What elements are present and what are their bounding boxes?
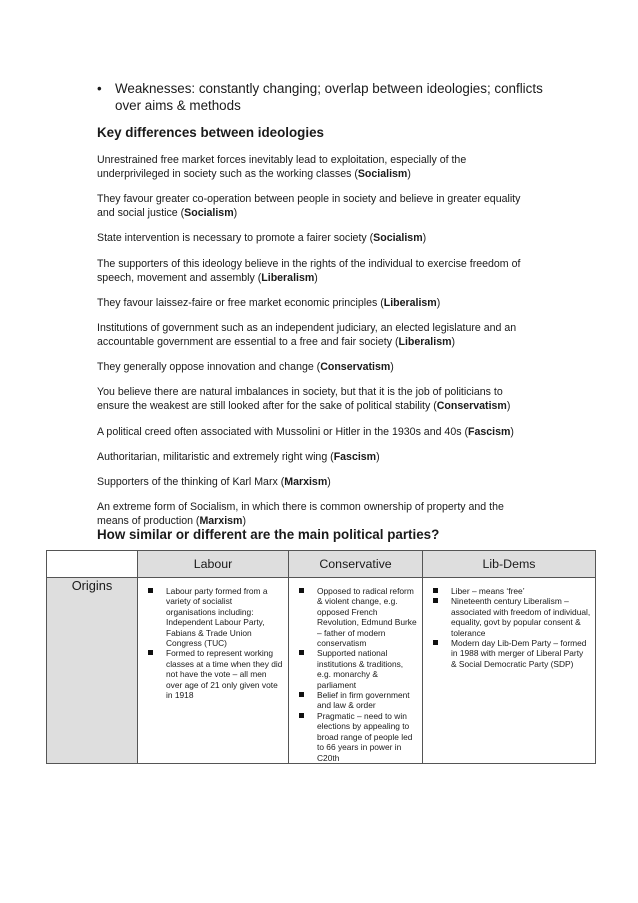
key-differences-heading: Key differences between ideologies xyxy=(97,125,324,140)
list-item: Formed to represent working classes at a time when they did not have the vote – all men over age of 21 only given vote in 1918 xyxy=(144,648,284,700)
square-bullet-icon xyxy=(299,692,304,697)
table-row xyxy=(47,578,596,764)
libdems-origins-cell xyxy=(423,578,596,764)
weaknesses-text: Weaknesses: constantly changing; overlap between ideologies; conflicts over aims & methods xyxy=(115,81,543,113)
table-corner-cell xyxy=(47,551,138,578)
parties-heading: How similar or different are the main political parties? xyxy=(97,527,440,542)
list-item: Belief in firm government and law & order xyxy=(295,690,418,711)
ideology-paragraph: A political creed often associated with Mussolini or Hitler in the 1930s and 40s (Fascism) xyxy=(97,425,514,438)
square-bullet-icon xyxy=(299,713,304,718)
square-bullet-icon xyxy=(299,588,304,593)
square-bullet-icon xyxy=(148,650,153,655)
header-libdems: Lib-Dems xyxy=(423,551,596,578)
square-bullet-icon xyxy=(433,640,438,645)
ideology-paragraph: They favour greater co-operation between people in society and believe in greater equality and social justice (Socialism) xyxy=(97,193,521,220)
ideology-paragraph: They generally oppose innovation and change (Conservatism) xyxy=(97,361,394,374)
ideology-paragraph: They favour laissez-faire or free market economic principles (Liberalism) xyxy=(97,296,441,309)
ideology-paragraph: Supporters of the thinking of Karl Marx (Marxism) xyxy=(97,475,331,488)
labour-origins-cell xyxy=(138,578,289,764)
ideology-paragraph: An extreme form of Socialism, in which there is common ownership of property and the means of production (Marxism) xyxy=(97,501,504,528)
square-bullet-icon xyxy=(148,588,153,593)
conservative-origins-list xyxy=(289,578,422,763)
list-item: Liber – means ‘free’ xyxy=(429,586,591,596)
ideology-paragraph: State intervention is necessary to promote a fairer society (Socialism) xyxy=(97,232,427,245)
header-conservative: Conservative xyxy=(289,551,423,578)
list-item: Pragmatic – need to win elections by appealing to broad range of people led to 66 years in power in C20th xyxy=(295,711,418,763)
ideology-paragraph: The supporters of this ideology believe in the rights of the individual to exercise freedom of speech, movement and assembly (Liberalism) xyxy=(97,257,521,284)
list-item: Supported national institutions & traditions, e.g. monarchy & parliament xyxy=(295,648,418,690)
conservative-origins-cell xyxy=(289,578,423,764)
ideology-paragraphs xyxy=(97,153,527,539)
ideology-paragraph: You believe there are natural imbalances in society, but that it is the job of politicians to ensure the weakest are still looked after for the sake of political stability (Conservatism) xyxy=(97,386,511,413)
ideology-paragraph: Unrestrained free market forces inevitably lead to exploitation, especially of the underprivileged in society such as the working classes (Socialism) xyxy=(97,154,467,180)
square-bullet-icon xyxy=(433,598,438,603)
labour-origins-list xyxy=(138,578,288,700)
square-bullet-icon xyxy=(299,650,304,655)
list-item: Opposed to radical reform & violent change, e.g. opposed French Revolution, Edmund Burke – father of modern conservatism xyxy=(295,586,418,648)
weaknesses-bullet xyxy=(97,80,555,114)
ideology-paragraph: Institutions of government such as an independent judiciary, an elected legislature and an accountable government are essential to a free and fair society (Liberalism) xyxy=(97,321,517,348)
libdems-origins-list xyxy=(423,578,595,669)
list-item: Nineteenth century Liberalism – associated with freedom of individual, equality, govt by popular consent & tolerance xyxy=(429,596,591,638)
list-item: Labour party formed from a variety of socialist organisations including: Independent Labour Party, Fabians & Trade Union Congress (TUC) xyxy=(144,586,284,648)
bullet-glyph: • xyxy=(97,81,102,96)
row-label-origins: Origins xyxy=(47,578,138,764)
list-item: Modern day Lib-Dem Party – formed in 1988 with merger of Liberal Party & Social Democratic Party (SDP) xyxy=(429,638,591,669)
header-labour: Labour xyxy=(138,551,289,578)
parties-table xyxy=(46,550,596,764)
ideology-paragraph: Authoritarian, militaristic and extremely right wing (Fascism) xyxy=(97,450,380,463)
square-bullet-icon xyxy=(433,588,438,593)
table-header-row xyxy=(47,551,596,578)
